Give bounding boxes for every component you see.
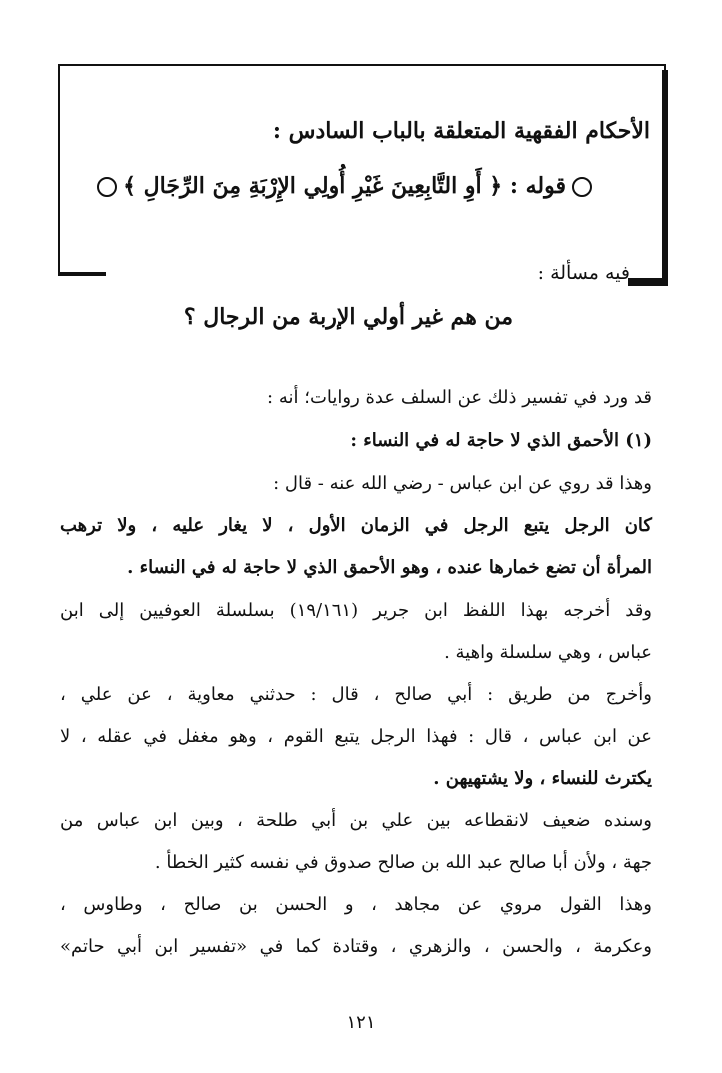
header-box-frame [58, 64, 666, 276]
header-box-base-left [58, 272, 106, 276]
circle-ornament-icon [572, 177, 592, 197]
text-line: عن ابن عباس ، قال : فهذا الرجل يتبع القوم ، وهو مغفل في عقله ، لا [60, 726, 652, 747]
header-box-base-right [628, 278, 668, 286]
text-line: جهة ، ولأن أبا صالح عبد الله بن صالح صدوق في نفسه كثير الخطأ . [154, 852, 652, 873]
question-title: من هم غير أولي الإربة من الرجال ؟ [183, 304, 513, 330]
text-line: وهذا قد روي عن ابن عباس - رضي الله عنه - قال : [273, 473, 652, 494]
text-line: وسنده ضعيف لانقطاعه بين علي بن أبي طلحة ، وبين ابن عباس من [60, 810, 652, 831]
text-line: وأخرج من طريق : أبي صالح ، قال : حدثني معاوية ، عن علي ، [60, 684, 652, 705]
text-line: عباس ، وهي سلسلة واهية . [444, 642, 652, 663]
text-line: (١) الأحمق الذي لا حاجة له في النساء : [350, 430, 652, 451]
issue-label: فيه مسألة : [537, 262, 630, 284]
text-line: وهذا القول مروي عن مجاهد ، و الحسن بن صالح ، وطاوس ، [60, 894, 652, 915]
text-line: قد ورد في تفسير ذلك عن السلف عدة روايات؛ أنه : [267, 387, 652, 408]
text-line: وقد أخرجه بهذا اللفظ ابن جرير (١٩/١٦١) بسلسلة العوفيين إلى ابن [60, 600, 652, 621]
page-number: ١٢١ [346, 1012, 376, 1033]
verse-text: قوله : ﴿ أَوِ التَّابِعِينَ غَيْرِ أُولِي الإِرْبَةِ مِنَ الرِّجَالِ ﴾ [123, 173, 566, 199]
verse-line [91, 173, 598, 199]
circle-ornament-icon [97, 177, 117, 197]
text-line: كان الرجل يتبع الرجل في الزمان الأول ، لا يغار عليه ، ولا ترهب [60, 515, 652, 536]
header-box-shadow [662, 70, 668, 286]
section-heading: الأحكام الفقهية المتعلقة بالباب السادس : [272, 118, 650, 144]
text-line: المرأة أن تضع خمارها عنده ، وهو الأحمق الذي لا حاجة له في النساء . [127, 557, 652, 578]
text-line: يكترث للنساء ، ولا يشتهيهن . [433, 768, 652, 789]
text-line: وعكرمة ، والحسن ، والزهري ، وقتادة كما في «تفسير ابن أبي حاتم» [60, 936, 652, 957]
